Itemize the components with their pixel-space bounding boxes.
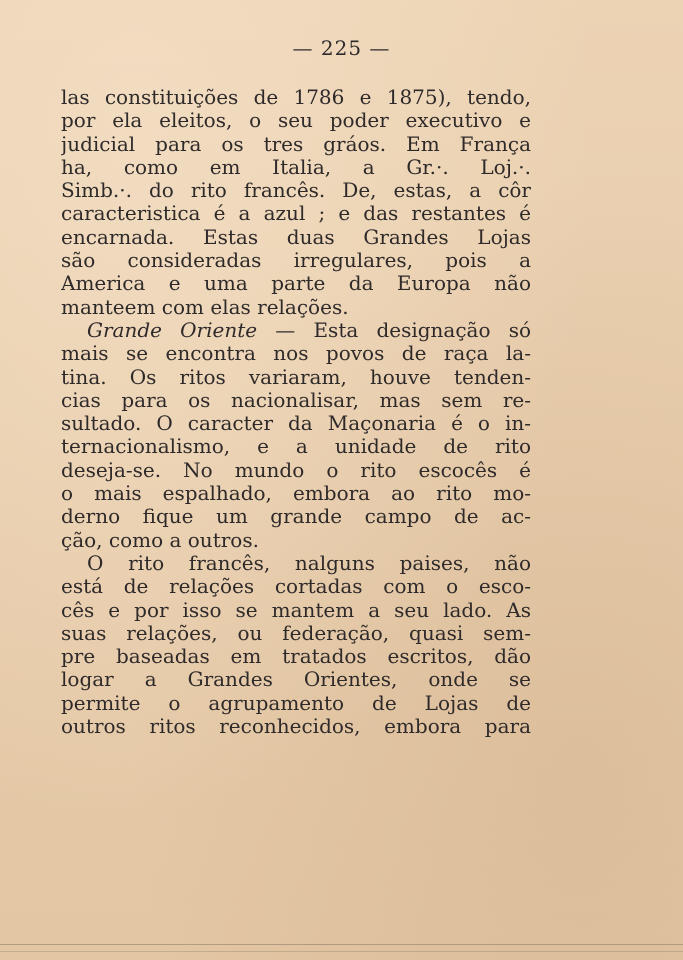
page-edge-line xyxy=(0,951,683,952)
text-line: permite o agrupamento de Lojas de xyxy=(61,691,531,715)
text-line: tina. Os ritos variaram, houve tenden- xyxy=(61,365,531,389)
text-line: Simb.·. do rito francês. De, estas, a côr xyxy=(61,179,531,203)
text-line: las constituições de 1786 e 1875), tendo, xyxy=(61,86,531,109)
text-line: derno fique um grande campo de ac- xyxy=(61,505,531,529)
paragraph-end-line: manteem com elas relações. xyxy=(61,295,349,319)
section-term-grande-oriente: Grande Oriente xyxy=(87,318,258,342)
text-line: outros ritos reconhecidos, embora para xyxy=(61,715,531,739)
text-line: caracteristica é a azul ; e das restantes é xyxy=(61,202,531,226)
text-line: sultado. O caracter da Maçonaria é o in- xyxy=(61,412,531,436)
text-line: cês e por isso se mantem a seu lado. As xyxy=(61,598,531,622)
section-heading-line xyxy=(61,319,531,342)
text-line: pre baseadas em tratados escritos, dão xyxy=(61,645,531,669)
text-line: mais se encontra nos povos de raça la- xyxy=(61,342,531,366)
page-number: — 225 — xyxy=(292,36,391,60)
text-line: America e uma parte da Europa não xyxy=(61,272,531,296)
text-line: o mais espalhado, embora ao rito mo- xyxy=(61,482,531,506)
text-line-rest: — Esta designação só xyxy=(257,318,531,342)
page-edge-line xyxy=(0,944,683,945)
text-line: logar a Grandes Orientes, onde se xyxy=(61,668,531,692)
text-line: cias para os nacionalisar, mas sem re- xyxy=(61,388,531,412)
text-line: ternacionalismo, e a unidade de rito xyxy=(61,435,531,459)
text-line: está de relações cortadas com o esco- xyxy=(61,575,531,599)
text-line: judicial para os tres gráos. Em França xyxy=(61,132,531,156)
paragraph-end-line: ção, como a outros. xyxy=(61,528,259,552)
text-line: são consideradas irregulares, pois a xyxy=(61,249,531,273)
text-line: suas relações, ou federação, quasi sem- xyxy=(61,621,531,645)
text-line: por ela eleitos, o seu poder executivo e xyxy=(61,109,531,133)
text-line: deseja-se. No mundo o rito escocês é xyxy=(61,458,531,482)
body-text xyxy=(61,86,531,738)
paragraph-start-line: O rito francês, nalguns paises, não xyxy=(87,551,531,575)
text-line: ha, como em Italia, a Gr.·. Loj.·. xyxy=(61,155,531,179)
text-line: encarnada. Estas duas Grandes Lojas xyxy=(61,225,531,249)
